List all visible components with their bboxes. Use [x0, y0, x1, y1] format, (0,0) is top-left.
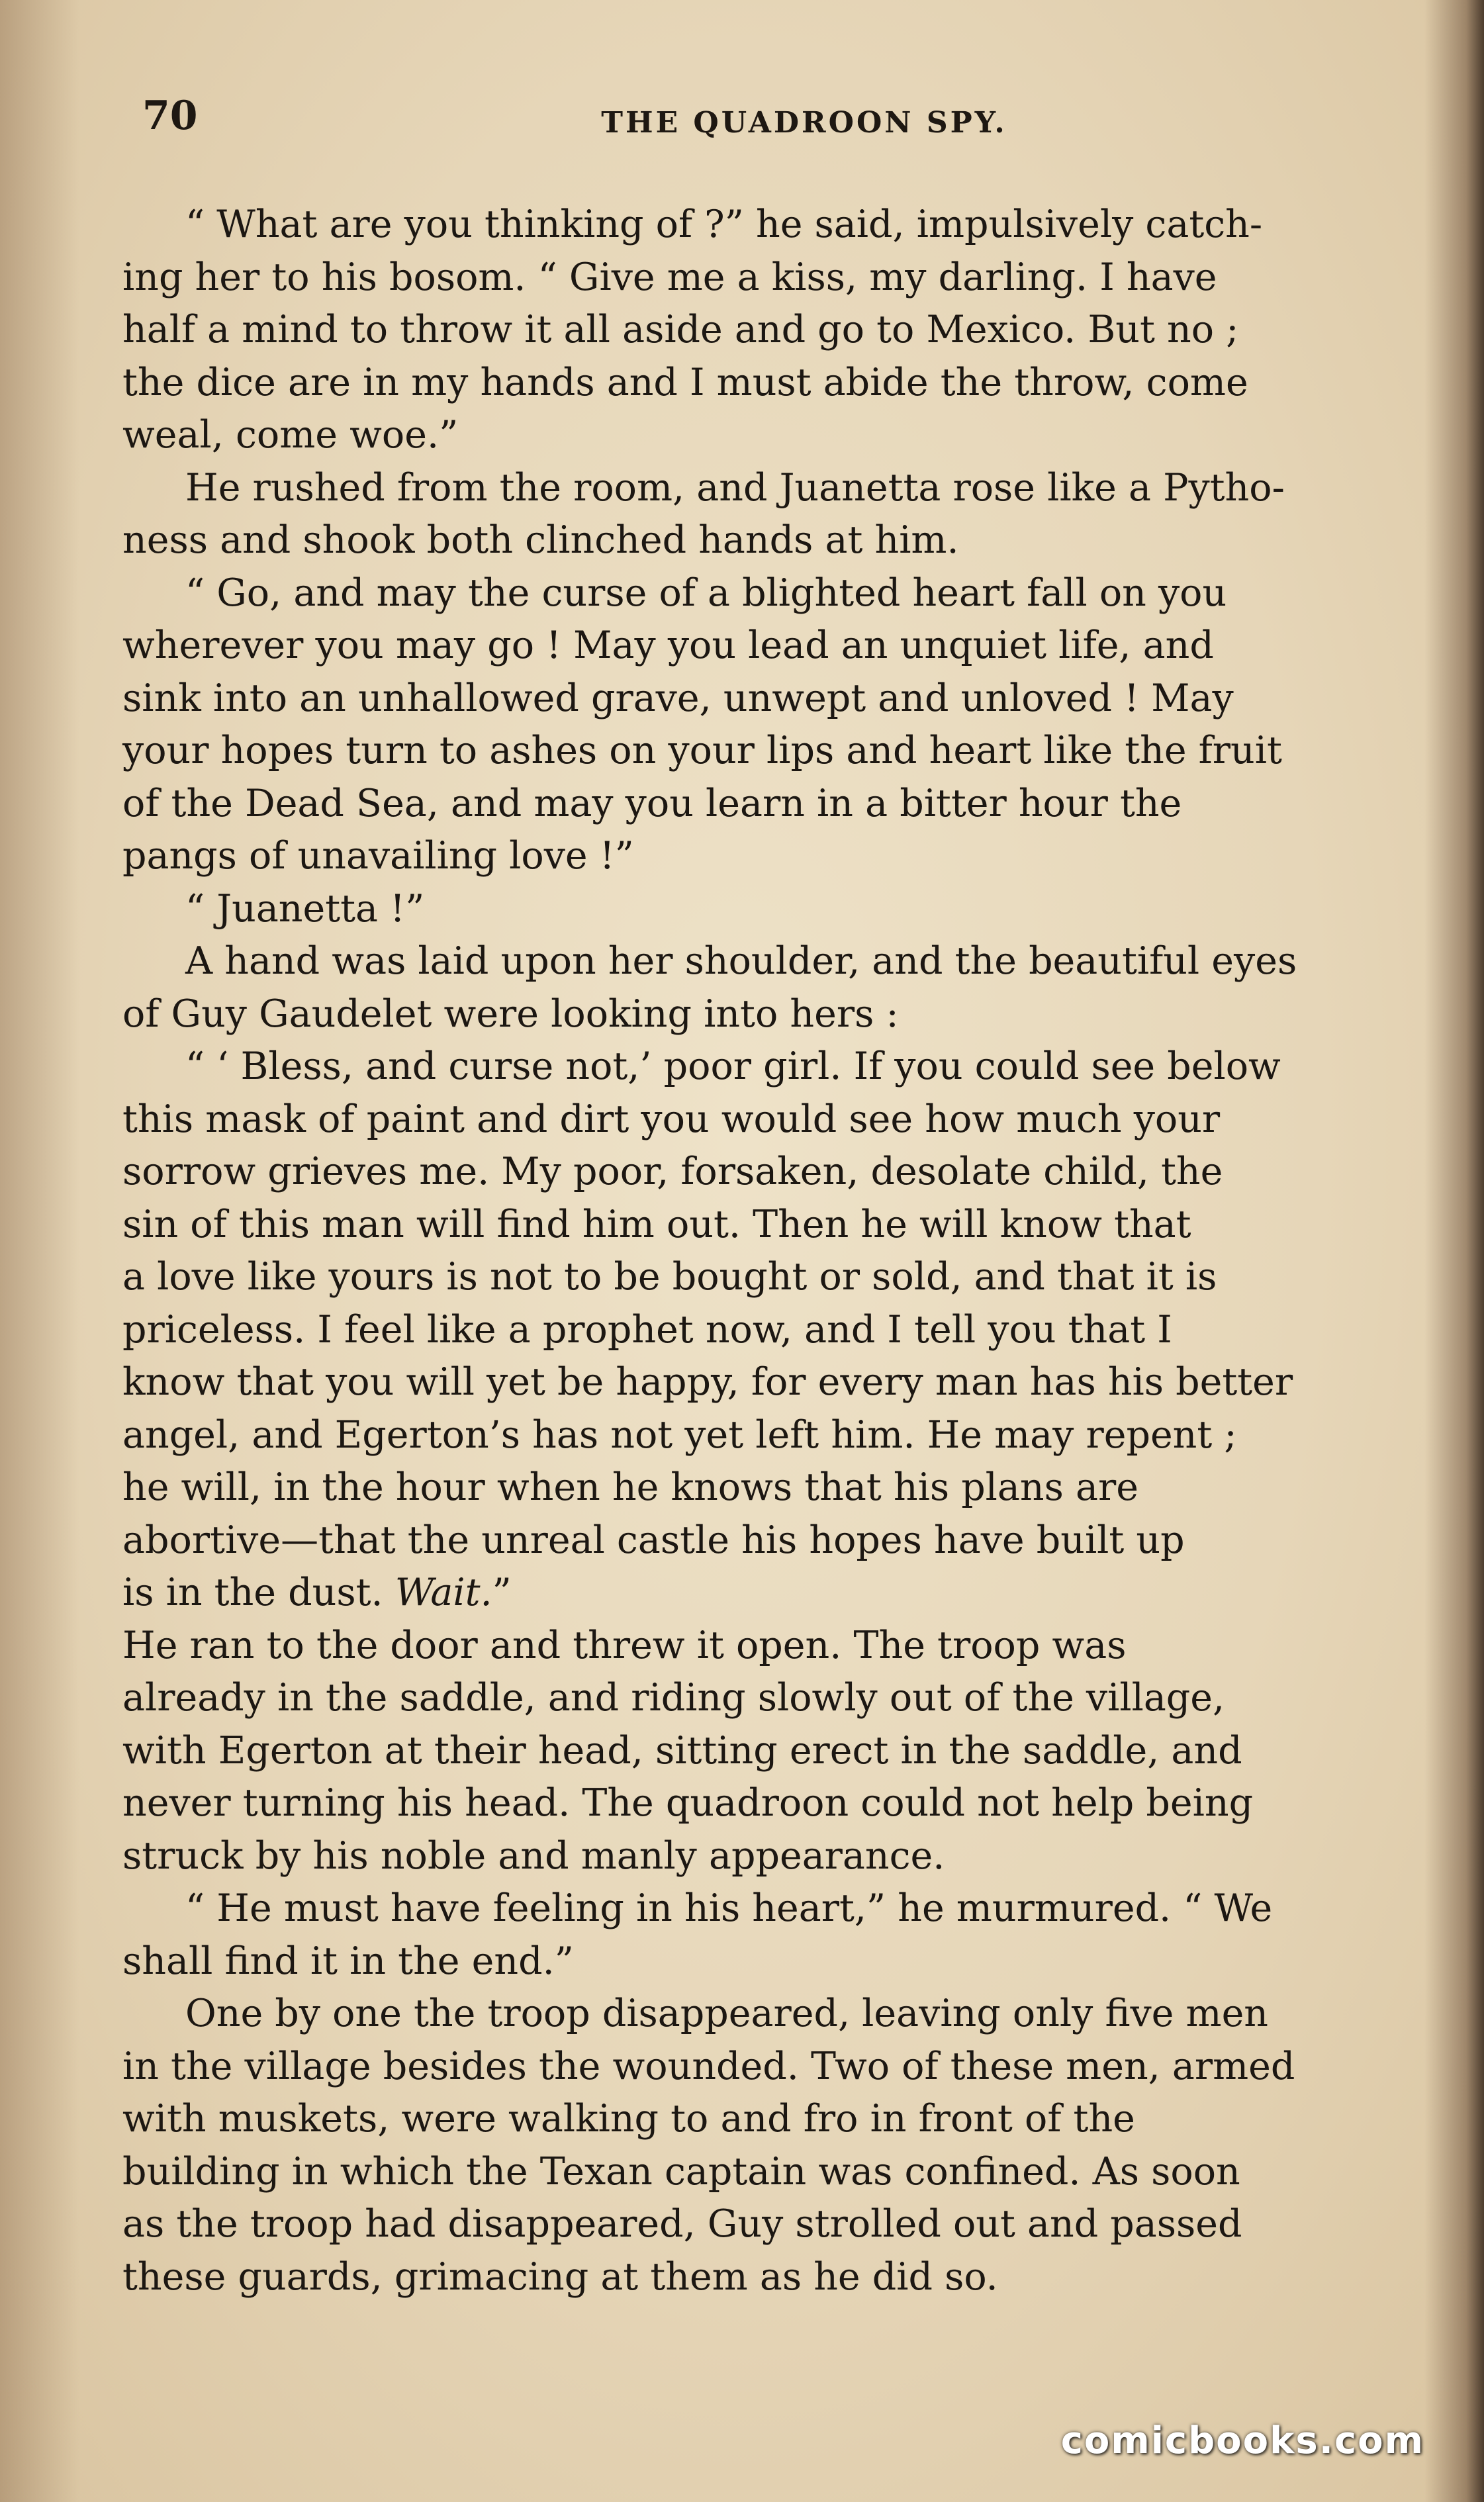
paragraph: One by one the troop disappeared, leaving only five men in the village besides the wounded. Two of these men, armed with muskets, were walking to and fro in front of the building in which the Texan captain was confined. As soon as the troop had disappeared, Guy strolled out and passed these guards, grimacing at them as he did so.	[122, 1992, 1295, 2299]
page-header	[142, 93, 1413, 152]
page-binding-shadow	[1424, 0, 1484, 2502]
paragraph: A hand was laid upon her shoulder, and the beautiful eyes of Guy Gaudelet were looking into hers :	[122, 939, 1297, 1036]
paragraph-guy-speech	[122, 1041, 1410, 1620]
italic-word: Wait.	[394, 1571, 492, 1614]
paragraph: He ran to the door and threw it open. The troop was already in the saddle, and riding slowly out of the village, with Egerton at their head, sitting erect in the saddle, and never turning his head. The quadroon could not help being struck by his noble and manly appearance.	[122, 1623, 1254, 1878]
paragraph: He rushed from the room, and Juanetta rose like a Pytho- ness and shook both clinched hands at him.	[122, 465, 1285, 562]
closing-quote: ”	[492, 1571, 512, 1614]
page-number: 70	[142, 93, 198, 139]
paragraph: “ Juanetta !”	[185, 886, 425, 931]
watermark-logo: comicbooks.com	[1060, 2419, 1424, 2462]
body-text	[122, 199, 1410, 2303]
page-left-shading	[0, 0, 79, 2502]
paragraph: “ Go, and may the curse of a blighted heart fall on you wherever you may go ! May you lead an unquiet life, and sink into an unhallowed grave, unwept and unloved ! May your hopes turn to ashes on your lips and heart like the fruit of the Dead Sea, and may you learn in a bitter hour the pangs of unavailing love !”	[122, 571, 1282, 878]
paragraph-text: “ ‘ Bless, and curse not,’ poor girl. If you could see below this mask of paint and dirt you would see how much your sorrow grieves me. My poor, forsaken, desolate child, the sin of this man will find him out. Then he will know that a love like yours is not to be bought or sold, and that it is priceless. I feel like a prophet now, and I tell you that I know that you will yet be happy, for every man has his better angel, and Egerton’s has not yet left him. He may repent ; he will, in the hour when he knows that his plans are abortive—that the unreal castle his hopes have built up is in the dust.	[122, 1044, 1293, 1614]
paragraph: “ He must have feeling in his heart,” he murmured. “ We shall find it in the end.”	[122, 1886, 1273, 1983]
paragraph: “ What are you thinking of ?” he said, impulsively catch- ing her to his bosom. “ Give me a kiss, my darling. I have half a mind to throw it all aside and go to Mexico. But no ; the dice are in my hands and I must abide the throw, come weal, come woe.”	[122, 203, 1263, 457]
running-title: THE QUADROON SPY.	[601, 106, 1007, 140]
